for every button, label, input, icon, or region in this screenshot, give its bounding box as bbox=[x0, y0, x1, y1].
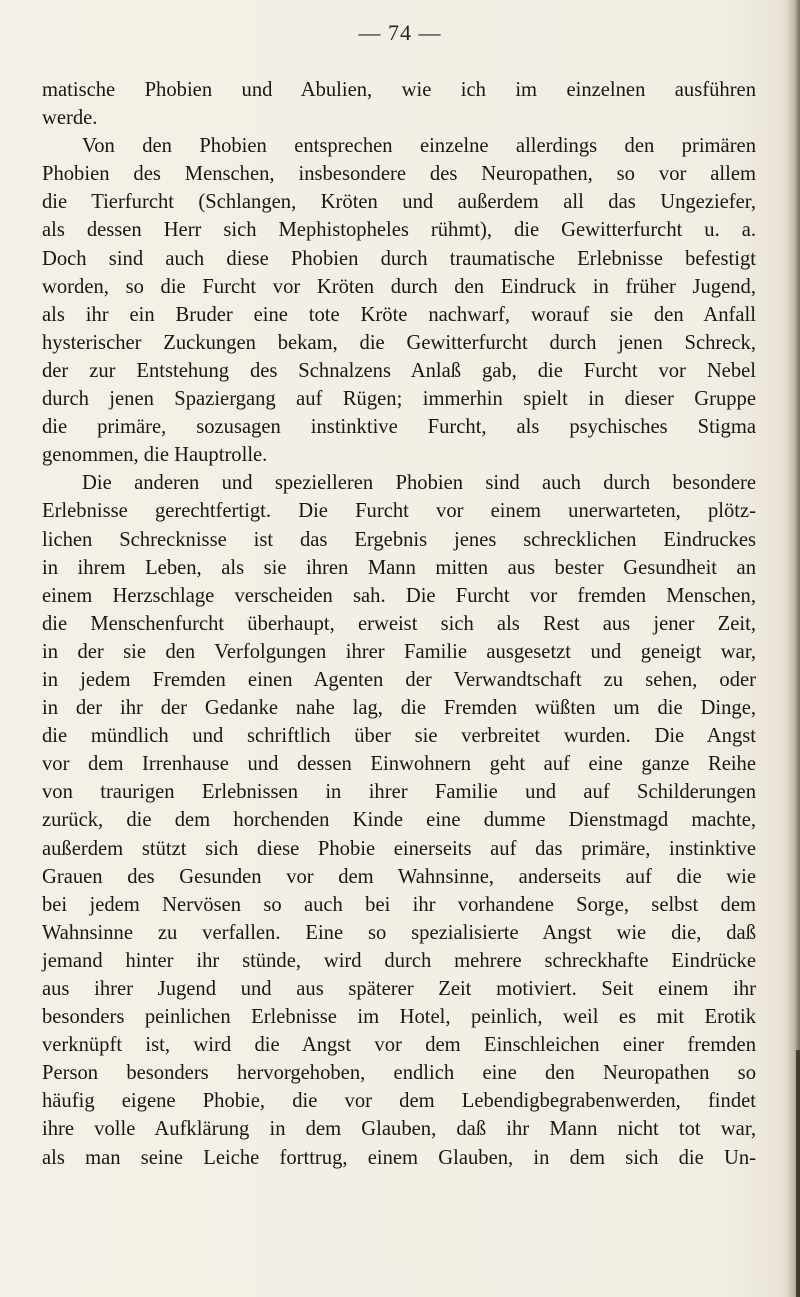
text-line: aus ihrer Jugend und aus späterer Zeit motiviert. Seit einem ihr bbox=[42, 978, 756, 1000]
text-line: zurück, die dem horchenden Kinde eine dumme Dienstmagd machte, bbox=[42, 809, 756, 832]
text-line: Wahnsinne zu verfallen. Eine so spezialisierte Angst wie die, daß bbox=[42, 921, 756, 944]
text-line: Grauen des Gesunden vor dem Wahnsinne, anderseits auf die wie bbox=[42, 865, 756, 888]
text-line: die Menschenfurcht überhaupt, erweist sich als Rest aus jener Zeit, bbox=[42, 612, 756, 635]
text-line: werde. bbox=[42, 107, 98, 130]
text-line: Die anderen und spezielleren Phobien sind auch durch besondere bbox=[82, 472, 756, 495]
text-line: die Tierfurcht (Schlangen, Kröten und außerdem all das Ungeziefer, bbox=[42, 191, 756, 214]
text-line: als ihr ein Bruder eine tote Kröte nachwarf, worauf sie den Anfall bbox=[42, 303, 756, 326]
text-line: worden, so die Furcht vor Kröten durch den Eindruck in früher Jugend, bbox=[42, 275, 756, 298]
text-line: genommen, die Hauptrolle. bbox=[42, 444, 268, 467]
text-line: in der sie den Verfolgungen ihrer Familie ausgesetzt und geneigt war, bbox=[42, 640, 756, 663]
text-line: in jedem Fremden einen Agenten der Verwandtschaft zu sehen, oder bbox=[42, 668, 756, 691]
text-line: bei jedem Nervösen so auch bei ihr vorhandene Sorge, selbst dem bbox=[42, 893, 756, 916]
text-line: matische Phobien und Abulien, wie ich im einzelnen ausführen bbox=[42, 79, 756, 101]
text-line: Phobien des Menschen, insbesondere des Neuropathen, so vor allem bbox=[42, 163, 756, 186]
text-line: in der ihr der Gedanke nahe lag, die Fremden wüßten um die Dinge, bbox=[42, 697, 756, 720]
text-line: einem Herzschlage verscheiden sah. Die Furcht vor fremden Menschen, bbox=[42, 584, 756, 607]
text-line: Doch sind auch diese Phobien durch traumatische Erlebnisse befestigt bbox=[42, 247, 756, 270]
text-line: die mündlich und schriftlich über sie verbreitet wurden. Die Angst bbox=[42, 725, 756, 748]
text-line: als dessen Herr sich Mephistopheles rühmt), die Gewitterfurcht u. a. bbox=[42, 219, 756, 242]
page-edge-dark-strip bbox=[796, 1050, 800, 1297]
body-text bbox=[42, 76, 756, 1172]
text-line: in ihrem Leben, als sie ihren Mann mitten aus bester Gesundheit an bbox=[42, 556, 756, 579]
text-line: Person besonders hervorgehoben, endlich eine den Neuropathen so bbox=[42, 1062, 756, 1085]
text-line: die primäre, sozusagen instinktive Furcht, als psychisches Stigma bbox=[42, 416, 756, 439]
text-line: als man seine Leiche forttrug, einem Glauben, in dem sich die Un- bbox=[42, 1146, 756, 1169]
text-line: der zur Entstehung des Schnalzens Anlaß gab, die Furcht vor Nebel bbox=[42, 359, 756, 382]
text-line: hysterischer Zuckungen bekam, die Gewitterfurcht durch jenen Schreck, bbox=[42, 331, 756, 354]
text-line: jemand hinter ihr stünde, wird durch mehrere schreckhafte Eindrücke bbox=[42, 949, 756, 972]
text-line: häufig eigene Phobie, die vor dem Lebendigbegrabenwerden, findet bbox=[42, 1090, 756, 1113]
text-line: von traurigen Erlebnissen in ihrer Familie und auf Schilderungen bbox=[42, 781, 756, 804]
text-line: Erlebnisse gerechtfertigt. Die Furcht vor einem unerwarteten, plötz- bbox=[42, 500, 756, 523]
text-line: verknüpft ist, wird die Angst vor dem Einschleichen einer fremden bbox=[42, 1034, 756, 1057]
page-number-header: — 74 — bbox=[358, 20, 442, 45]
text-line: vor dem Irrenhause und dessen Einwohnern geht auf eine ganze Reihe bbox=[42, 753, 756, 776]
text-line: außerdem stützt sich diese Phobie einerseits auf das primäre, instinktive bbox=[42, 837, 756, 860]
text-line: ihre volle Aufklärung in dem Glauben, daß ihr Mann nicht tot war, bbox=[42, 1118, 756, 1141]
text-line: lichen Schrecknisse ist das Ergebnis jenes schrecklichen Eindruckes bbox=[42, 528, 756, 551]
text-line: durch jenen Spaziergang auf Rügen; immerhin spielt in dieser Gruppe bbox=[42, 388, 756, 411]
text-line: Von den Phobien entsprechen einzelne allerdings den primären bbox=[82, 135, 756, 158]
text-line: besonders peinlichen Erlebnisse im Hotel, peinlich, weil es mit Erotik bbox=[42, 1006, 756, 1029]
